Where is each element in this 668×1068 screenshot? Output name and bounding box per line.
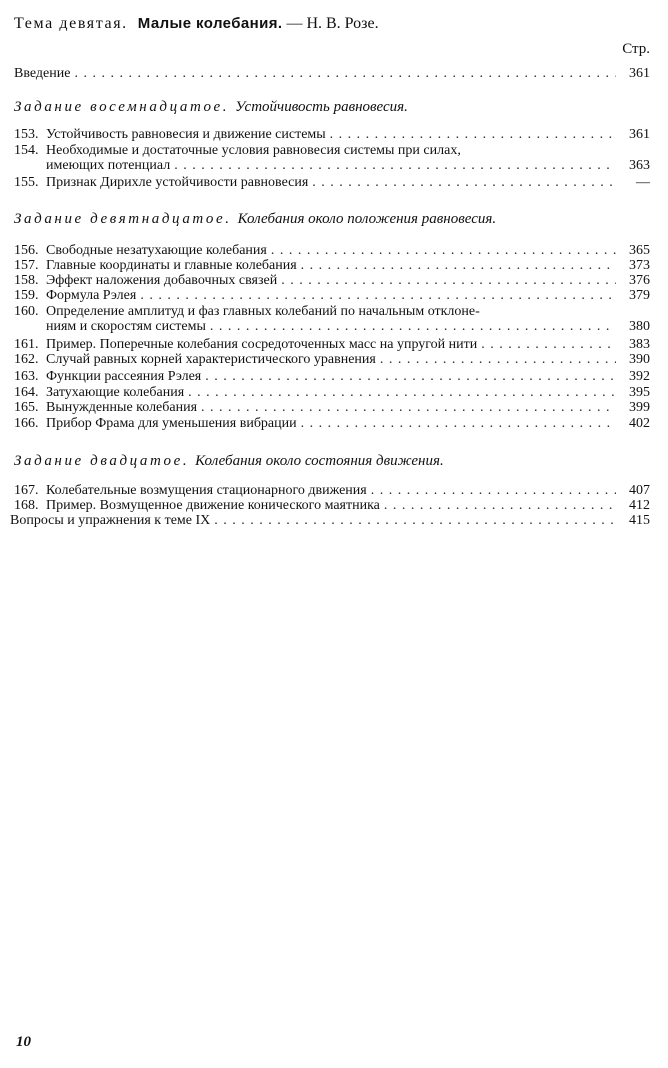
entry-text: Случай равных корней характеристического уравнения: [46, 352, 376, 367]
entry-number: 156.: [14, 243, 39, 258]
entry-page: 379: [629, 288, 650, 303]
section-heading: [14, 452, 444, 470]
leader-dots: [376, 352, 616, 367]
toc-entry: [14, 352, 650, 367]
toc-entry: [14, 258, 650, 273]
entry-text: Пример. Возмущенное движение конического маятника: [46, 498, 380, 513]
toc-entry-questions: [10, 513, 650, 528]
section-title: Устойчивость равновесия.: [235, 99, 408, 115]
leader-dots: [326, 127, 616, 142]
entry-page: 395: [629, 385, 650, 400]
section-title: Колебания около положения равновесия.: [237, 211, 497, 227]
toc-entry: [14, 175, 650, 190]
toc-entry: [14, 416, 650, 431]
entry-number: 158.: [14, 273, 39, 288]
leader-dots: [477, 337, 616, 352]
entry-page: 415: [629, 513, 650, 528]
theme-title: Малые колебания.: [137, 15, 283, 32]
page-number: 10: [16, 1034, 31, 1050]
leader-dots: [367, 483, 616, 498]
entry-page: 361: [629, 66, 650, 81]
toc-entry: [14, 288, 650, 303]
leader-dots: [136, 288, 616, 303]
section-heading: [14, 98, 408, 116]
entry-page: 373: [629, 258, 650, 273]
toc-entry: [14, 400, 650, 415]
entry-page: 376: [629, 273, 650, 288]
toc-entry: [14, 369, 650, 384]
leader-dots: [197, 400, 616, 415]
entry-page: 399: [629, 400, 650, 415]
toc-entry: [14, 304, 650, 334]
toc-entry: [14, 243, 650, 258]
theme-author: — Н. В. Розе.: [286, 15, 379, 32]
theme-label: Тема девятая.: [14, 15, 128, 32]
entry-text: Формула Рэлея: [46, 288, 137, 303]
entry-page: —: [636, 175, 650, 190]
leader-dots: [297, 416, 616, 431]
entry-number: 161.: [14, 337, 39, 352]
toc-entry: [14, 337, 650, 352]
entry-number: 168.: [14, 498, 39, 513]
entry-page: 365: [629, 243, 650, 258]
entry-number: 163.: [14, 369, 39, 384]
leader-dots: [267, 243, 616, 258]
page-column-header: Стр.: [622, 41, 650, 57]
entry-text: Затухающие колебания: [46, 385, 185, 400]
leader-dots: [277, 273, 616, 288]
toc-entry: [14, 273, 650, 288]
theme-header: [14, 14, 654, 34]
section-label: Задание девятнадцатое.: [14, 211, 232, 227]
section-label: Задание восемнадцатое.: [14, 99, 230, 115]
entry-number: 159.: [14, 288, 39, 303]
entry-text: Свободные незатухающие колебания: [46, 243, 267, 258]
leader-dots: [206, 319, 612, 334]
entry-page: 361: [629, 127, 650, 142]
entry-page: 383: [629, 337, 650, 352]
leader-dots: [184, 385, 616, 400]
section-heading: [14, 210, 496, 228]
entry-text: Устойчивость равновесия и движение системы: [46, 127, 326, 142]
leader-dots: [297, 258, 616, 273]
entry-number: 160.: [14, 304, 39, 319]
toc-entry: [14, 143, 650, 173]
entry-page: 392: [629, 369, 650, 384]
toc-entry: [14, 127, 650, 142]
entry-number: 167.: [14, 483, 39, 498]
entry-number: 153.: [14, 127, 39, 142]
entry-number: 164.: [14, 385, 39, 400]
entry-page: 380: [629, 319, 650, 334]
entry-text: Необходимые и достаточные условия равновесия системы при силах,: [46, 143, 461, 158]
leader-dots: [210, 513, 616, 528]
entry-text: Введение: [14, 66, 71, 81]
entry-text: Пример. Поперечные колебания сосредоточенных масс на упругой нити: [46, 337, 478, 352]
entry-text: Признак Дирихле устойчивости равновесия: [46, 175, 309, 190]
entry-text: Вынужденные колебания: [46, 400, 198, 415]
entry-page: 402: [629, 416, 650, 431]
entry-number: 157.: [14, 258, 39, 273]
leader-dots: [170, 158, 612, 173]
entry-page: 412: [629, 498, 650, 513]
toc-entry: [14, 498, 650, 513]
entry-number: 165.: [14, 400, 39, 415]
entry-text: Определение амплитуд и фаз главных колебаний по начальным отклоне-: [46, 304, 480, 319]
entry-number: 154.: [14, 143, 39, 158]
entry-text-continued: ниям и скоростям системы: [46, 319, 206, 334]
entry-page: 390: [629, 352, 650, 367]
entry-text: Эффект наложения добавочных связей: [46, 273, 278, 288]
leader-dots: [70, 66, 616, 81]
toc-entry: [14, 385, 650, 400]
entry-number: 162.: [14, 352, 39, 367]
section-title: Колебания около состояния движения.: [195, 453, 444, 469]
entry-text: Главные координаты и главные колебания: [46, 258, 297, 273]
entry-page: 407: [629, 483, 650, 498]
toc-entry-intro: [14, 66, 650, 81]
entry-page: 363: [629, 158, 650, 173]
toc-entry: [14, 483, 650, 498]
entry-text: Прибор Фрама для уменьшения вибрации: [46, 416, 297, 431]
leader-dots: [380, 498, 616, 513]
leader-dots: [308, 175, 616, 190]
section-label: Задание двадцатое.: [14, 453, 190, 469]
entry-text: Колебательные возмущения стационарного движения: [46, 483, 367, 498]
entry-text-continued: имеющих потенциал: [46, 158, 171, 173]
entry-number: 155.: [14, 175, 39, 190]
entry-number: 166.: [14, 416, 39, 431]
entry-text: Функции рассеяния Рэлея: [46, 369, 202, 384]
entry-text: Вопросы и упражнения к теме IX: [10, 513, 211, 528]
leader-dots: [201, 369, 616, 384]
